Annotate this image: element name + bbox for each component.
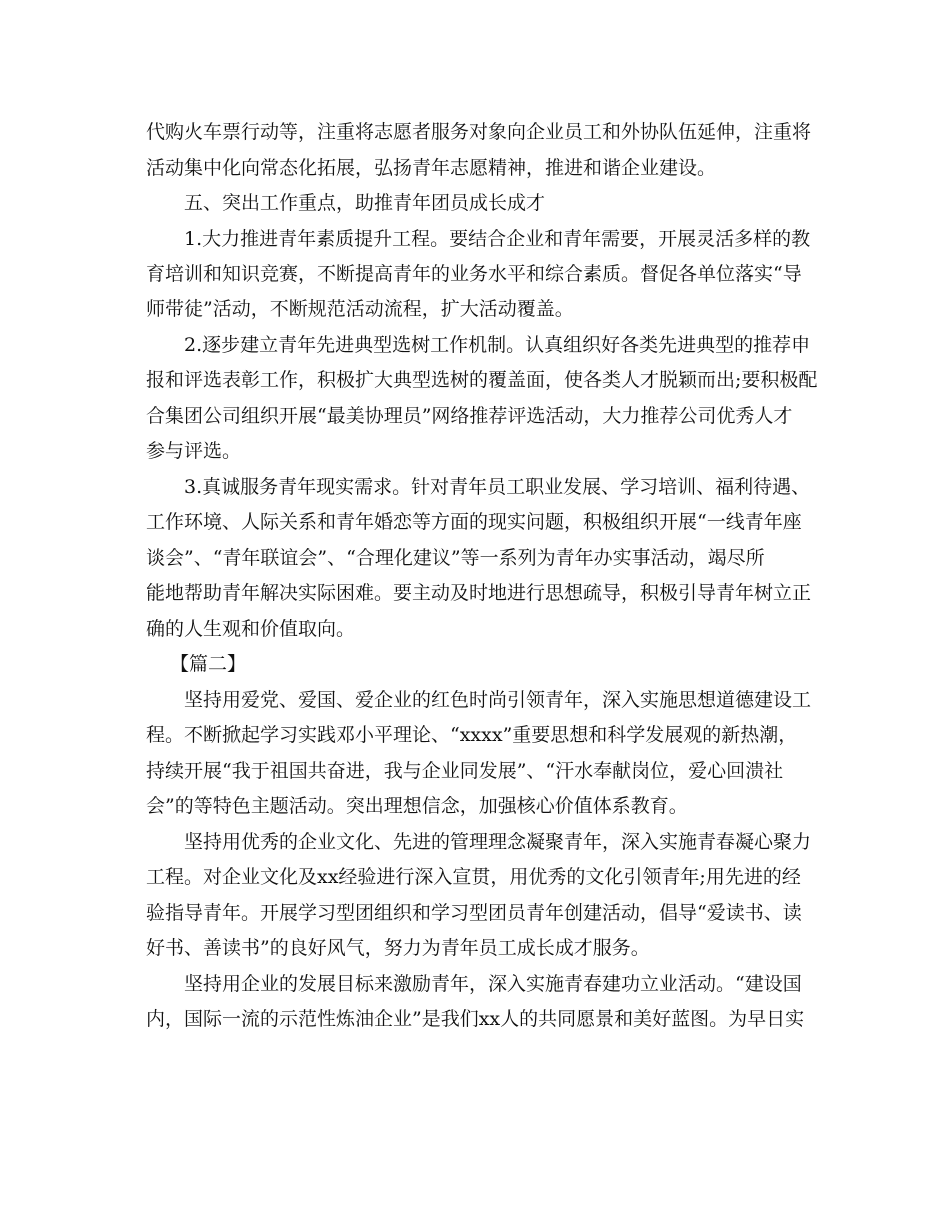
text-line: 工作环境、人际关系和青年婚恋等方面的现实问题，积极组织开展“一线青年座 (146, 511, 802, 533)
text-line: 工程。对企业文化及xx经验进行深入宣贯，用优秀的文化引领青年;用先进的经 (146, 866, 801, 888)
text-line: 代购火车票行动等，注重将志愿者服务对象向企业员工和外协队伍延伸，注重将 (146, 121, 812, 143)
section-heading: 五、突出工作重点，助推青年团员成长成才 (184, 192, 546, 214)
text-line: 程。不断掀起学习实践邓小平理论、“xxxx”重要思想和科学发展观的新热潮， (146, 724, 798, 746)
text-line: 坚持用爱党、爱国、爱企业的红色时尚引领青年，深入实施思想道德建设工 (184, 689, 812, 711)
text-line: 报和评选表彰工作，积极扩大典型选树的覆盖面，使各类人才脱颖而出;要积极配 (146, 369, 818, 391)
text-line: 内，国际一流的示范性炼油企业”是我们xx人的共同愿景和美好蓝图。为早日实 (146, 1008, 805, 1030)
text-line: 谈会”、“青年联谊会”、“合理化建议”等一系列为青年办实事活动，竭尽所 (146, 547, 765, 569)
text-line: 验指导青年。开展学习型团组织和学习型团员青年创建活动，倡导“爱读书、读 (146, 902, 802, 924)
text-line: 坚持用优秀的企业文化、先进的管理理念凝聚青年，深入实施青春凝心聚力 (184, 831, 812, 853)
text-line: 确的人生观和价值取向。 (146, 618, 356, 640)
text-line: 1.大力推进青年素质提升工程。要结合企业和青年需要，开展灵活多样的教 (184, 228, 811, 250)
text-line: 活动集中化向常态化拓展，弘扬青年志愿精神，推进和谐企业建设。 (146, 157, 717, 179)
text-line: 坚持用企业的发展目标来激励青年，深入实施青春建功立业活动。“建设国 (184, 973, 802, 995)
text-line: 2.逐步建立青年先进典型选树工作机制。认真组织好各类先进典型的推荐申 (184, 334, 811, 356)
text-line: 师带徒”活动，不断规范活动流程，扩大活动覆盖。 (146, 298, 574, 320)
text-line: 能地帮助青年解决实际困难。要主动及时地进行思想疏导，积极引导青年树立正 (146, 582, 812, 604)
text-line: 3.真诚服务青年现实需求。针对青年员工职业发展、学习培训、福利待遇、 (184, 476, 811, 498)
text-line: 持续开展“我于祖国共奋进，我与企业同发展”、“汗水奉献岗位，爱心回溃社 (146, 760, 784, 782)
text-line: 育培训和知识竞赛，不断提高青年的业务水平和综合素质。督促各单位落实“导 (146, 263, 802, 285)
text-line: 参与评选。 (146, 440, 242, 462)
text-line: 合集团公司组织开展“最美协理员”网络推荐评选活动，大力推荐公司优秀人才 (146, 405, 793, 427)
text-line: 好书、善读书”的良好风气，努力为青年员工成长成才服务。 (146, 937, 650, 959)
text-line: 会”的等特色主题活动。突出理想信念，加强核心价值体系教育。 (146, 795, 688, 817)
section-heading: 【篇二】 (170, 653, 247, 675)
